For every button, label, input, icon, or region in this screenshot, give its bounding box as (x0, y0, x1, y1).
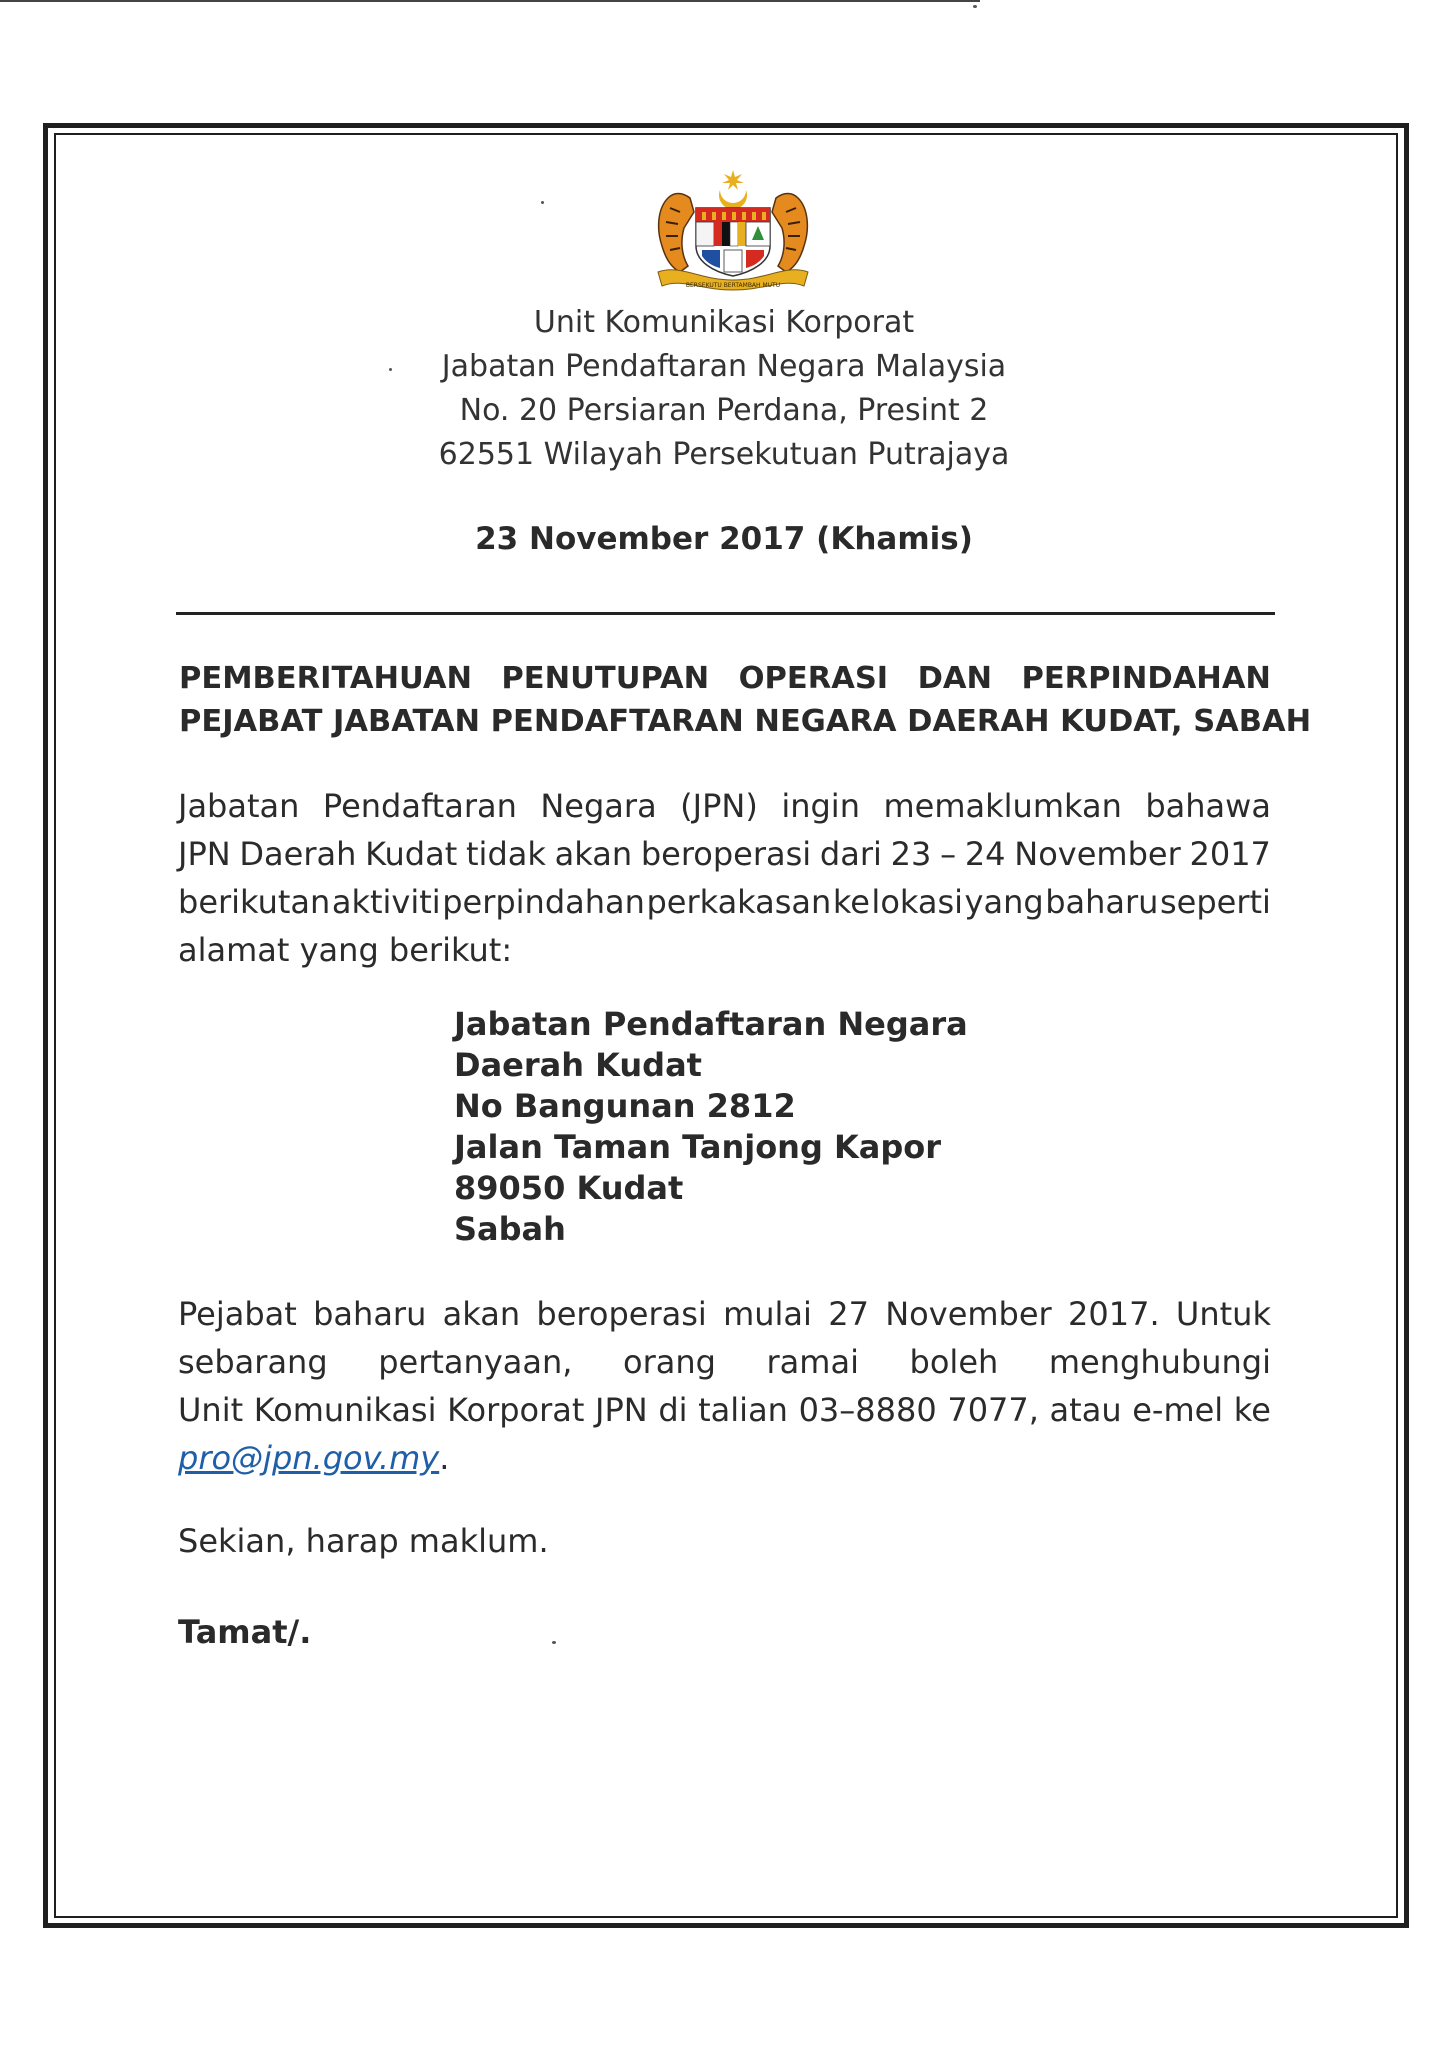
word: perpindahan (442, 883, 645, 921)
justified-line (178, 782, 1271, 830)
justified-line (178, 1290, 1271, 1338)
word: 24 (964, 835, 1006, 873)
word: baharu (1045, 883, 1159, 921)
title-word: DAN (917, 661, 993, 696)
word: Korporat (447, 1391, 585, 1429)
word: dari (819, 835, 882, 873)
word: 7077, (947, 1391, 1039, 1429)
email-line (178, 1434, 1271, 1482)
word: mulai (723, 1295, 812, 1333)
address-line: Daerah Kudat (454, 1046, 702, 1084)
letterhead-street: No. 20 Persiaran Perdana, Presint 2 (459, 393, 989, 428)
scan-edge (0, 0, 980, 2)
word: memaklumkan (883, 787, 1122, 825)
word: (JPN) (680, 787, 758, 825)
word: November (1014, 835, 1181, 873)
address-line: No Bangunan 2812 (454, 1087, 796, 1125)
word: talian (698, 1391, 788, 1429)
word: JPN (595, 1391, 648, 1429)
address-line: Jabatan Pendaftaran Negara (454, 1005, 968, 1043)
address-line: Jalan Taman Tanjong Kapor (454, 1128, 942, 1166)
end-marker: Tamat/. (178, 1613, 312, 1651)
word: bahawa (1145, 787, 1271, 825)
email-suffix: . (439, 1439, 450, 1477)
word: pertanyaan, (378, 1343, 573, 1381)
word: Untuk (1175, 1295, 1271, 1333)
word: lokasi (871, 883, 964, 921)
word: November (885, 1295, 1052, 1333)
justified-line (178, 878, 1271, 926)
scan-speck (552, 1641, 556, 1644)
word: Pejabat (178, 1295, 297, 1333)
justified-line (178, 1338, 1271, 1386)
paragraph-announcement (178, 782, 1271, 974)
scan-speck (389, 368, 392, 371)
word: Negara (540, 787, 657, 825)
scan-speck (541, 201, 544, 204)
word: ingin (781, 787, 860, 825)
word: Kudat (365, 835, 458, 873)
word: menghubungi (1048, 1343, 1271, 1381)
word: Unit (178, 1391, 244, 1429)
notice-title-line-1 (179, 661, 1271, 696)
word: Komunikasi (253, 1391, 437, 1429)
word: beroperasi (640, 835, 812, 873)
letterhead-department: Jabatan Pendaftaran Negara Malaysia (441, 349, 1007, 384)
malaysia-coat-of-arms-icon (650, 168, 816, 292)
word: ke (1233, 1391, 1271, 1429)
email-link[interactable]: pro@jpn.gov.my (178, 1439, 440, 1477)
word: di (658, 1391, 688, 1429)
word: 23 (890, 835, 932, 873)
title-word: PEMBERITAHUAN (179, 661, 472, 696)
word: 2017 (1189, 835, 1271, 873)
letter-date: 23 November 2017 (Khamis) (475, 521, 973, 557)
word: perkakasan (646, 883, 832, 921)
title-word: OPERASI (738, 661, 889, 696)
word: beroperasi (536, 1295, 707, 1333)
word: Jabatan (178, 787, 300, 825)
word: 27 (828, 1295, 869, 1333)
new-office-address (454, 1004, 968, 1250)
address-line: 89050 Kudat (454, 1169, 684, 1207)
justified-line (178, 1386, 1271, 1434)
notice-title-line-2: PEJABAT JABATAN PENDAFTARAN NEGARA DAERAH KUDAT, SABAH (179, 704, 1312, 739)
word: tidak (466, 835, 546, 873)
word: 03–8880 (798, 1391, 937, 1429)
word: ke (832, 883, 870, 921)
word: ramai (766, 1343, 859, 1381)
word: 2017. (1068, 1295, 1160, 1333)
word: Pendaftaran (322, 787, 517, 825)
paragraph-contact (178, 1290, 1271, 1482)
scan-speck (973, 5, 977, 8)
word: sebarang (178, 1343, 328, 1381)
title-word: PERPINDAHAN (1021, 661, 1271, 696)
word: yang (964, 883, 1044, 921)
word: baharu (313, 1295, 427, 1333)
word: – (940, 835, 957, 873)
justified-line (178, 830, 1271, 878)
word: orang (623, 1343, 716, 1381)
divider (176, 612, 1275, 615)
word: atau (1049, 1391, 1122, 1429)
letterhead-city: 62551 Wilayah Persekutuan Putrajaya (438, 437, 1010, 472)
word: aktiviti (331, 883, 441, 921)
word: berikutan (178, 883, 331, 921)
letterhead-unit: Unit Komunikasi Korporat (533, 305, 915, 340)
paragraph-last-line: alamat yang berikut: (178, 931, 513, 969)
closing-remark: Sekian, harap maklum. (178, 1522, 549, 1560)
address-line: Sabah (454, 1210, 566, 1248)
word: seperti (1159, 883, 1271, 921)
title-word: PENUTUPAN (501, 661, 710, 696)
svg-text:BERSEKUTU BERTAMBAH MUTU: BERSEKUTU BERTAMBAH MUTU (685, 282, 781, 289)
word: akan (442, 1295, 521, 1333)
word: Daerah (239, 835, 357, 873)
word: boleh (909, 1343, 999, 1381)
word: akan (554, 835, 633, 873)
word: JPN (178, 835, 231, 873)
word: e-mel (1132, 1391, 1224, 1429)
